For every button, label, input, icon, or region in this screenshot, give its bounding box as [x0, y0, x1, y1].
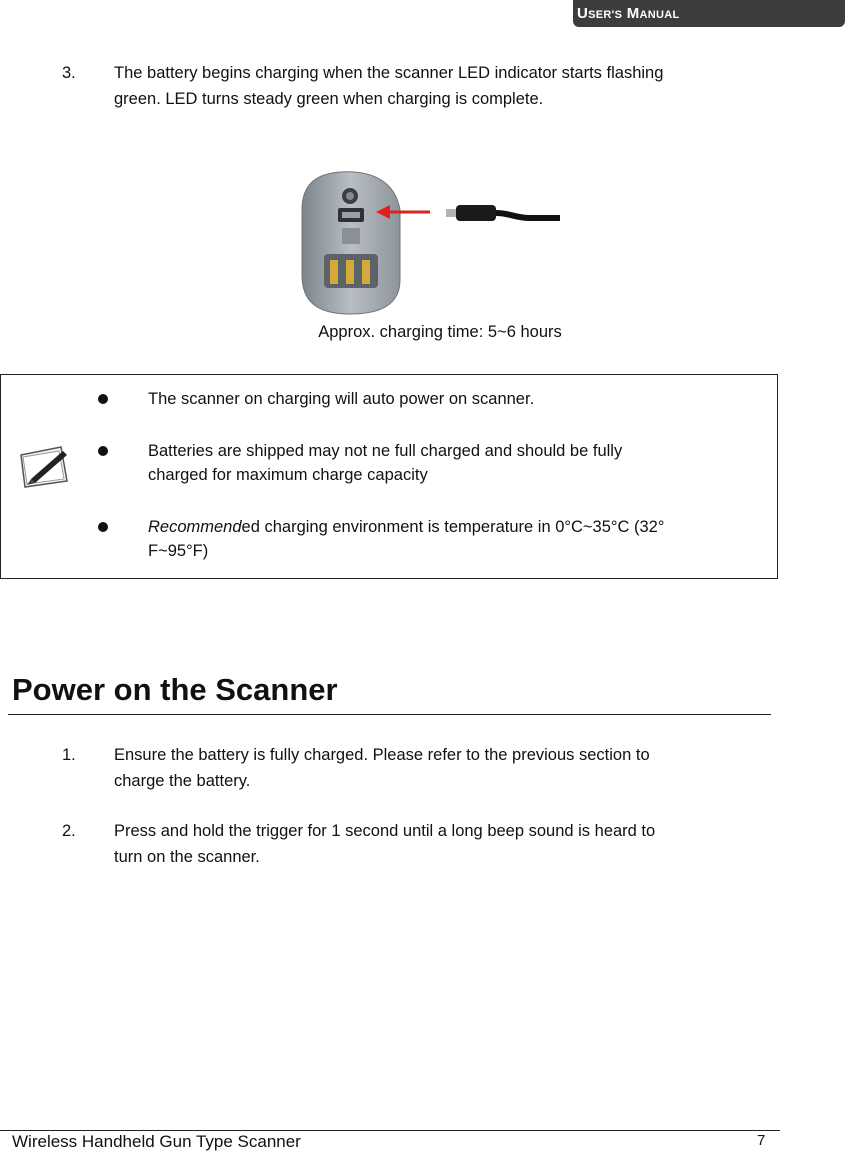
step-number: 3.	[62, 64, 76, 82]
note-text	[148, 515, 718, 563]
bullet-dot	[98, 522, 108, 532]
step-text	[114, 60, 764, 112]
note-text	[148, 439, 718, 487]
usb-cable-image	[446, 205, 560, 221]
section-title: Power on the Scanner	[12, 672, 338, 707]
note-text	[148, 387, 718, 411]
step-number: 1.	[62, 746, 76, 764]
header-anual: ANUAL	[639, 9, 680, 21]
footer-title: Wireless Handheld Gun Type Scanner	[12, 1132, 301, 1151]
step-line-2: charge the battery.	[114, 772, 251, 790]
battery-pack-image	[302, 172, 400, 314]
step-text	[114, 818, 764, 870]
step-line-1: Ensure the battery is fully charged. Please refer to the previous section to	[114, 746, 650, 764]
note-box	[0, 374, 778, 579]
note-line-1	[148, 515, 718, 539]
bullet-dot	[98, 446, 108, 456]
header-u: U	[577, 5, 589, 22]
note-italic-word: Recommend	[148, 518, 242, 536]
battery-charging-figure	[300, 170, 560, 315]
page-number: 7	[757, 1132, 766, 1149]
note-line-1: The scanner on charging will auto power on scanner.	[148, 390, 535, 408]
step-number: 2.	[62, 822, 76, 840]
note-line-2: F~95°F)	[148, 542, 209, 560]
header-m: M	[626, 5, 640, 22]
step-text	[114, 742, 764, 794]
header-sers: SER'S	[588, 9, 623, 21]
figure-caption: Approx. charging time: 5~6 hours	[318, 323, 562, 341]
step-line-1: The battery begins charging when the scanner LED indicator starts flashing	[114, 64, 664, 82]
note-line-1: Batteries are shipped may not ne full charged and should be fully	[148, 442, 623, 460]
manual-header-tab	[573, 0, 845, 27]
step-line-1: Press and hold the trigger for 1 second until a long beep sound is heard to	[114, 822, 656, 840]
step-line-2: green. LED turns steady green when charging is complete.	[114, 90, 544, 108]
note-pencil-icon	[15, 443, 71, 489]
title-divider	[8, 714, 771, 715]
step-line-2: turn on the scanner.	[114, 848, 260, 866]
note-line-2: charged for maximum charge capacity	[148, 466, 428, 484]
note-line-1-rest: ed charging environment is temperature in 0°C~35°C (32°	[241, 518, 665, 536]
footer-divider	[0, 1130, 780, 1131]
bullet-dot	[98, 394, 108, 404]
